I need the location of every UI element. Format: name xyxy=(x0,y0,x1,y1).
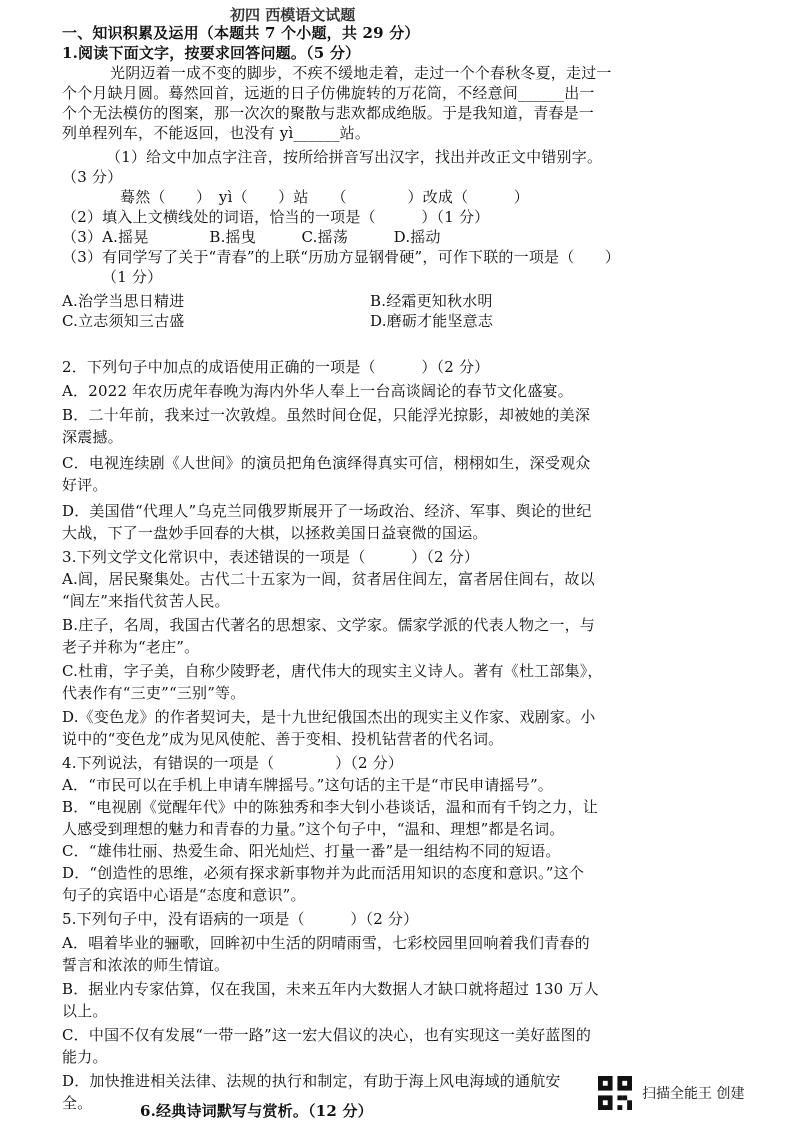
question-4-option-cont: 人感受到理想的魅力和青春的力量。”这个句子中，“温和、理想”都是名词。 xyxy=(62,820,565,838)
question-3-option-cont: 代表作有“三吏”“三别”等。 xyxy=(62,684,246,702)
option-d: D.磨砺才能坚意志 xyxy=(370,312,494,330)
option-a: A.治学当思日精进 xyxy=(62,292,185,310)
question-2-option: C．电视连续剧《人世间》的演员把角色演绎得真实可信，栩栩如生，深受观众 xyxy=(62,454,591,472)
question-5-option: C．中国不仅有发展“一带一路”这一宏大倡议的决心，也有实现这一美好蓝图的 xyxy=(62,1026,592,1044)
question-5-option-cont: 能力。 xyxy=(62,1048,108,1066)
question-6-stem: 6.经典诗词默写与赏析。（12 分） xyxy=(140,1102,373,1120)
question-3-option-cont: 说中的“变色龙”成为见风使舵、善于变相、投机钻营者的代名词。 xyxy=(62,730,504,748)
question-3-option-cont: 老子并称为“老庄”。 xyxy=(62,638,200,656)
question-2-option: D．美国借“代理人”乌克兰同俄罗斯展开了一场政治、经济、军事、舆论的世纪 xyxy=(62,502,592,520)
sub-question-2: （2）填入上文横线处的词语，恰当的一项是（ ）（1 分） xyxy=(62,208,490,226)
question-5-option: B．据业内专家估算，仅在我国，未来五年内大数据人才缺口就将超过 130 万人 xyxy=(62,980,599,998)
question-3-option: D.《变色龙》的作者契诃夫，是十九世纪俄国杰出的现实主义作家、戏剧家。小 xyxy=(62,708,596,726)
question-2-option-cont: 大战，下了一盘妙手回春的大棋，以拯救美国日益衰微的国运。 xyxy=(62,524,488,542)
question-5-option-cont: 誓言和浓浓的师生情谊。 xyxy=(62,956,230,974)
answer-blanks: 蓦然（ ） yì（ ）站 （ ）改成（ ） xyxy=(120,188,530,206)
question-3-option: A.闾，居民聚集处。古代二十五家为一闾，贫者居住闾左，富者居住闾右，故以 xyxy=(62,570,595,588)
exam-title: 初四 西模语文试题 xyxy=(230,6,356,24)
question-5-option: A．唱着毕业的骊歌，回眸初中生活的阴晴雨雪，七彩校园里回响着我们青春的 xyxy=(62,934,590,952)
passage-line: 个个无法模仿的图案，那一次次的聚散与悲欢都成绝版。于是我知道，青春是一 xyxy=(62,104,595,122)
question-3-stem: 3.下列文学文化常识中，表述错误的一项是（ ）（2 分） xyxy=(62,548,480,566)
section-heading: 一、知识积累及运用（本题共 7 个小题，共 29 分） xyxy=(62,24,420,42)
passage-line: 列单程列车，不能返回，也没有 yì______站。 xyxy=(62,124,371,142)
question-5-option-cont: 以上。 xyxy=(62,1002,108,1020)
question-2-option-cont: 好评。 xyxy=(62,476,108,494)
question-2-stem: 2．下列句子中加点的成语使用正确的一项是（ ）（2 分） xyxy=(62,358,490,376)
sub-question-3: （3）有同学写了关于“青春”的上联“历劢方显钢骨硬”，可作下联的一项是（ ） xyxy=(62,248,621,266)
sub-question-1: （1）给文中加点字注音，按所给拼音写出汉字，找出并改正文中错别字。 xyxy=(106,148,603,166)
qr-code-icon xyxy=(598,1076,632,1110)
sub-question-2-options: （3）A.摇晃 B.摇曳 C.摇荡 D.摇动 xyxy=(62,228,441,246)
passage-line: 个个月缺月圆。蓦然回首，远逝的日子仿佛旋转的万花筒，不经意间______出一 xyxy=(62,84,595,102)
question-5-stem: 5.下列句子中，没有语病的一项是（ ）（2 分） xyxy=(62,910,419,928)
question-2-option-cont: 深震撼。 xyxy=(62,428,123,446)
question-4-option: B．“电视剧《觉醒年代》中的陈独秀和李大钊小巷谈话，温和而有千钧之力，让 xyxy=(62,798,598,816)
question-3-option: B.庄子，名周，我国古代著名的思想家、文学家。儒家学派的代表人物之一，与 xyxy=(62,616,595,634)
sub-question-3-score: （1 分） xyxy=(102,268,163,286)
option-c: C.立志须知三古盛 xyxy=(62,312,185,330)
sub-question-1-score: （3 分） xyxy=(62,168,123,186)
question-3-option-cont: “闾左”来指代贫苦人民。 xyxy=(62,592,230,610)
question-3-option: C.杜甫，字子美，自称少陵野老，唐代伟大的现实主义诗人。著有《杜工部集》， xyxy=(62,662,603,680)
question-1-stem: 1.阅读下面文字，按要求回答问题。（5 分） xyxy=(62,44,361,62)
passage-line: 光阴迈着一成不变的脚步，不疾不缓地走着，走过一个个春秋冬夏，走过一 xyxy=(110,64,612,82)
question-4-option: C．“雄伟壮丽、热爱生命、阳光灿烂、打量一番”是一组结构不同的短语。 xyxy=(62,842,561,860)
question-2-option: B．二十年前，我来过一次敦煌。虽然时间仓促，只能浮光掠影，却被她的美深 xyxy=(62,406,591,424)
question-4-option: D．“创造性的思维，必须有探求新事物并为此而活用知识的态度和意识。”这个 xyxy=(62,864,585,882)
question-4-option: A．“市民可以在手机上申请车牌摇号。”这句话的主干是“市民申请摇号”。 xyxy=(62,776,554,794)
question-4-option-cont: 句子的宾语中心语是“态度和意识”。 xyxy=(62,886,306,904)
scanner-watermark-text: 扫描全能王 创建 xyxy=(642,1086,745,1102)
question-4-stem: 4.下列说法，有错误的一项是（ ）（2 分） xyxy=(62,754,404,772)
option-b: B.经霜更知秋水明 xyxy=(370,292,493,310)
question-5-option-cont: 全。 xyxy=(62,1094,93,1112)
question-5-option: D．加快推进相关法律、法规的执行和制定，有助于海上风电海域的通航安 xyxy=(62,1072,561,1090)
question-2-option: A．2022 年农历虎年春晚为海内外华人奉上一台高谈阔论的春节文化盛宴。 xyxy=(62,382,573,400)
scanner-watermark xyxy=(598,1076,744,1110)
